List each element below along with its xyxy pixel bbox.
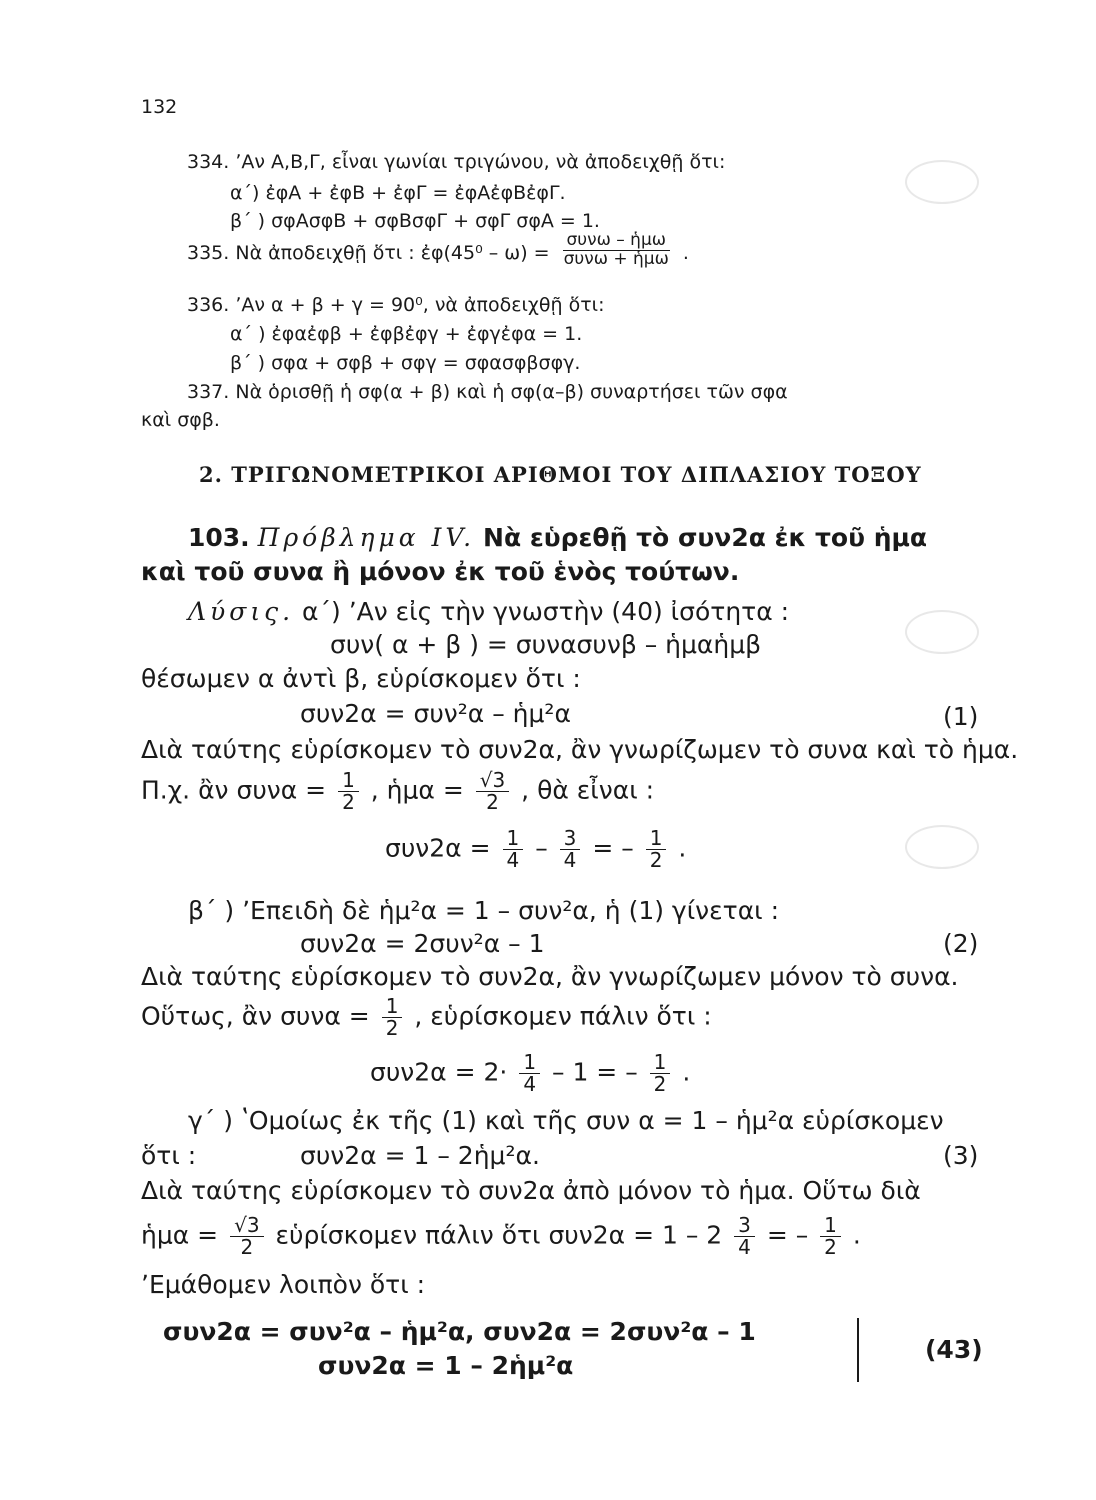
equation-2: συν2α = 2συν²α – 1 [300,929,545,958]
calculation-2 [370,1052,690,1095]
equation-1-tag: (1) [943,702,979,731]
fraction-numerator: 1 [646,828,667,850]
exercise-number: 337. [187,381,230,403]
exercise-number: 336. [187,294,230,316]
fraction [476,770,509,813]
exercise-334 [187,151,725,173]
exercise-336-part-a: α΄ ) ἐφαἐφβ + ἐφβἐφγ + ἐφγἐφα = 1. [230,323,583,345]
fraction-numerator: 1 [338,770,359,792]
example-line [141,996,712,1039]
solution-text: Διὰ ταύτης εὑρίσκομεν τὸ συν2α, ἂν γνωρίζωμεν μόνον τὸ συνα. [141,962,959,991]
exercise-335 [187,230,689,269]
calc-operator: – 1 = – [552,1057,638,1087]
fraction-denominator: συνω + ἡμω [563,248,669,269]
fraction [650,1052,671,1095]
calc-operator: – [535,833,548,863]
example-line [141,1215,861,1258]
fraction-denominator: 2 [342,790,355,814]
fraction-numerator: 1 [382,996,403,1018]
equation-3-tag: (3) [943,1141,979,1170]
problem-number: 103. [188,523,250,552]
solution-text: ὅτι : [141,1141,197,1170]
summary-formula: συν2α = 1 – 2ἡμ²α [318,1351,574,1380]
fraction [560,828,581,871]
bleed-through-mark [905,825,979,869]
problem-statement [188,523,927,552]
example-text: εὑρίσκομεν πάλιν ὅτι συν2α = 1 – 2 [275,1220,723,1250]
problem-statement-continuation: καὶ τοῦ συνα ἢ μόνον ἐκ τοῦ ἑνὸς τούτων. [141,557,740,586]
fraction [230,1215,263,1258]
exercise-337-continuation: καὶ σφβ. [141,409,220,431]
fraction-denominator: 4 [523,1072,537,1096]
calc-end: . [682,1057,691,1087]
solution-text: Διὰ ταύτης εὑρίσκομεν τὸ συν2α ἀπὸ μόνον τὸ ἡμα. Οὕτω διὰ [141,1176,921,1205]
solution-part-c: γ΄ ) ʽΟμοίως ἐκ τῆς (1) καὶ τῆς συν α = 1 – ἡμ²α εὑρίσκομεν [188,1106,944,1135]
problem-label: Πρόβλημα IV. [257,523,476,552]
fraction-denominator: 2 [240,1235,254,1259]
fraction-denominator: 2 [385,1016,399,1040]
solution-text: θέσωμεν α ἀντὶ β, εὑρίσκομεν ὅτι : [141,664,581,693]
summary-divider [857,1318,859,1382]
exercise-number: 334. [187,151,230,173]
solution-text: ʼΕμάθομεν λοιπὸν ὅτι : [141,1270,426,1299]
fraction [734,1215,755,1258]
fraction-denominator: 4 [738,1235,751,1259]
fraction-numerator: συνω – ἡμω [563,232,670,251]
example-text: , θὰ εἶναι : [521,775,655,805]
calc-lhs: συν2α = 2· [370,1057,508,1087]
fraction [646,828,667,871]
formula-fraction [560,232,673,269]
exercise-337 [187,381,788,403]
fraction-denominator: 2 [653,1072,667,1096]
exercise-334-part-b: β΄ ) σφΑσφΒ + σφΒσφΓ + σφΓ σφΑ = 1. [230,210,600,232]
fraction-numerator: 1 [519,1052,540,1074]
fraction-numerator: 1 [503,828,524,850]
exercise-text: ʼΑν α + β + γ = 90⁰, νὰ ἀποδειχθῇ ὅτι: [235,294,605,316]
example-line [141,770,654,813]
summary-tag: (43) [925,1335,983,1364]
calc-end: . [678,833,687,863]
exercise-336 [187,294,604,316]
exercise-334-part-a: α΄) ἐφΑ + ἐφΒ + ἐφΓ = ἐφΑἐφΒἐφΓ. [230,182,566,204]
fraction [382,996,403,1039]
formula-end: . [682,241,689,264]
fraction-denominator: 4 [506,848,520,872]
problem-text: Νὰ εὑρεθῇ τὸ συν2α ἐκ τοῦ ἡμα [483,523,928,552]
calc-lhs: συν2α = [385,833,491,863]
fraction-denominator: 2 [486,790,499,814]
solution-intro [188,597,789,626]
bleed-through-mark [905,160,979,204]
example-text: Π.χ. ἂν συνα = [141,775,327,805]
fraction-numerator: 3 [734,1215,755,1237]
fraction-numerator: 1 [820,1215,841,1237]
calc-operator: = – [766,1220,809,1250]
fraction-denominator: 2 [824,1235,837,1259]
equation-2-tag: (2) [943,929,979,958]
fraction-numerator: √3 [230,1215,263,1237]
solution-label: Λύσις. [188,597,295,626]
calc-end: . [852,1220,861,1250]
summary-formula: συν2α = συν²α – ἡμ²α, συν2α = 2συν²α – 1 [163,1317,756,1346]
fraction-denominator: 2 [649,848,663,872]
fraction [503,828,524,871]
exercise-number: 335. [187,241,230,264]
identity-formula: συν( α + β ) = συνασυνβ – ἡμαἡμβ [330,630,762,659]
equation-1: συν2α = συν²α – ἡμ²α [300,699,571,728]
fraction-numerator: 1 [650,1052,671,1074]
example-text: , εὑρίσκομεν πάλιν ὅτι : [414,1001,712,1031]
bleed-through-mark [905,610,979,654]
fraction-denominator: 4 [563,848,577,872]
fraction-numerator: 3 [560,828,581,850]
fraction [820,1215,841,1258]
exercise-text: Νὰ ὁρισθῇ ἡ σφ(α + β) καὶ ἡ σφ(α–β) συναρτήσει τῶν σφα [235,381,788,403]
fraction [519,1052,540,1095]
fraction [338,770,359,813]
solution-text: Διὰ ταύτης εὑρίσκομεν τὸ συν2α, ἂν γνωρίζωμεν τὸ συνα καὶ τὸ ἡμα. [141,735,1019,764]
exercise-text: Νὰ ἀποδειχθῇ ὅτι : [235,241,415,264]
fraction-numerator: √3 [476,770,509,792]
calculation-1 [385,828,686,871]
example-text: Οὕτως, ἂν συνα = [141,1001,370,1031]
solution-intro-text: α΄) ʼΑν εἰς τὴν γνωστὴν (40) ἰσότητα : [302,597,790,626]
equation-3: συν2α = 1 – 2ἡμ²α. [300,1141,540,1170]
page-number: 132 [141,96,178,118]
calc-operator: = – [592,833,634,863]
example-text: , ἡμα = [370,775,464,805]
section-title: 2. ΤΡΙΓΩΝΟΜΕΤΡΙΚΟΙ ΑΡΙΘΜΟΙ ΤΟΥ ΔΙΠΛΑΣΙΟΥ ΤΟΞΟΥ [199,462,922,487]
exercise-336-part-b: β΄ ) σφα + σφβ + σφγ = σφασφβσφγ. [230,352,581,374]
example-text: ἡμα = [141,1220,219,1250]
solution-part-b: β΄ ) ʼΕπειδὴ δὲ ἡμ²α = 1 – συν²α, ἡ (1) γίνεται : [188,896,780,925]
exercise-text: ʼΑν Α,Β,Γ, εἶναι γωνίαι τριγώνου, νὰ ἀποδειχθῇ ὅτι: [235,151,726,173]
formula-lhs: ἐφ(45⁰ – ω) = [420,241,550,264]
